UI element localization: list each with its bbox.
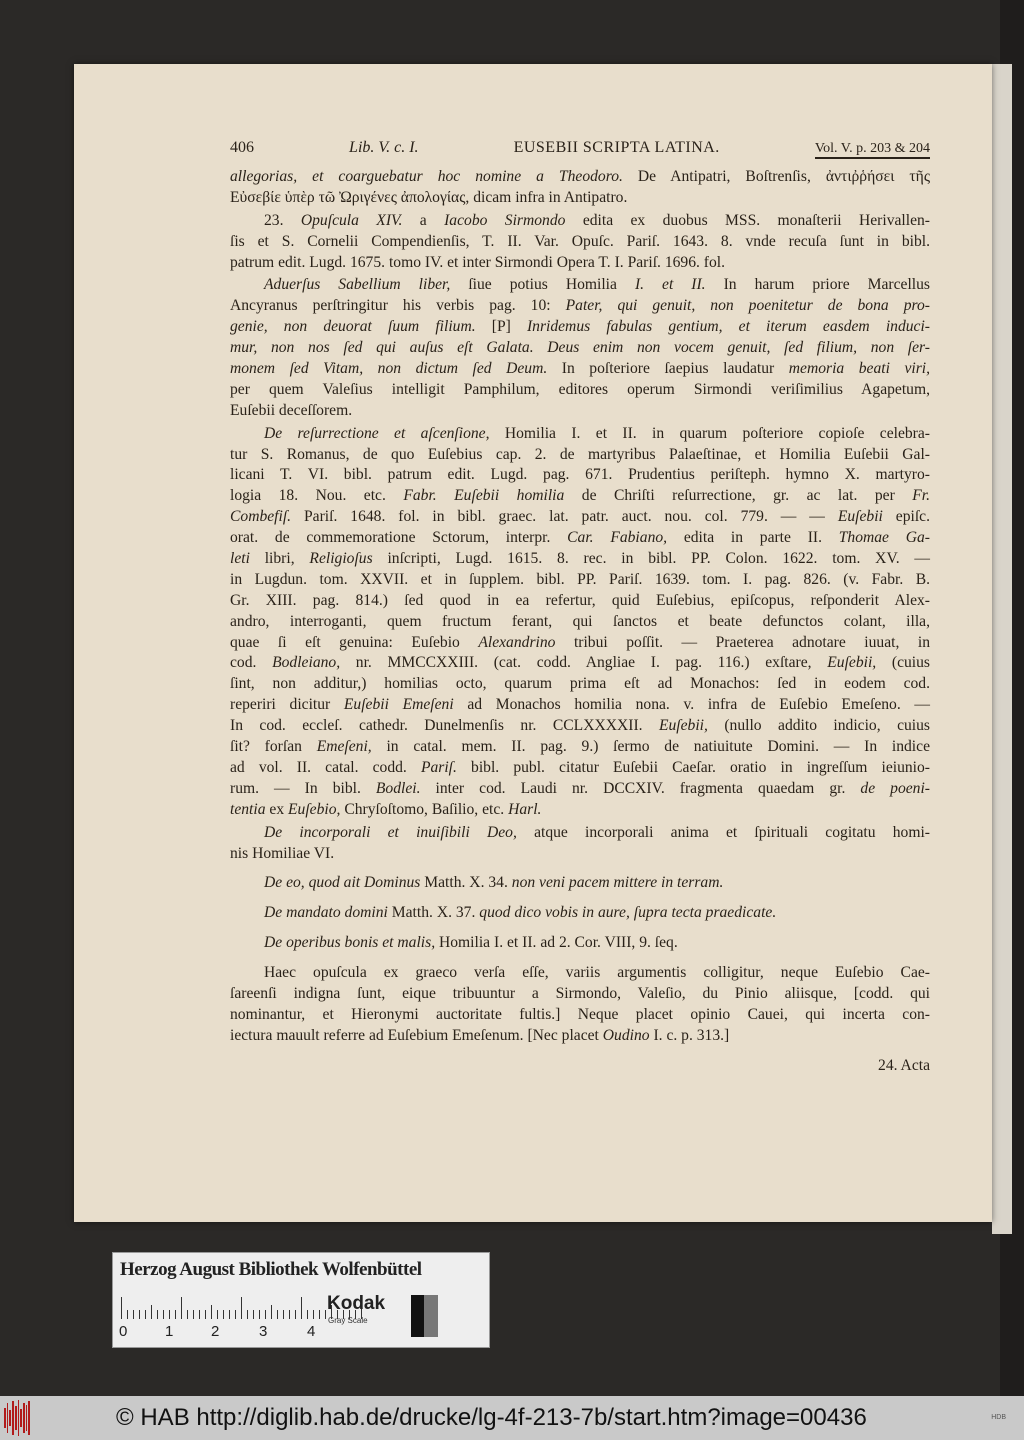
ruler-tick <box>211 1305 212 1319</box>
text-line <box>230 903 930 924</box>
text-line <box>230 424 930 445</box>
italic-text: quod dico vobis in aure, ſupra tecta praedicate. <box>479 904 777 922</box>
italic-text: Combefiſ. <box>230 508 292 526</box>
text-segment: licani T. VI. bibl. patrum edit. Lugd. pag. 671. Prudentius periſteph. hymno X. martyro- <box>230 466 930 484</box>
ruler-tick <box>229 1310 230 1319</box>
kodak-brand: Kodak <box>327 1293 386 1314</box>
text-segment: libri, <box>249 550 310 568</box>
text-line <box>230 716 930 737</box>
italic-text: Aduerſus Sabellium liber, <box>264 276 451 294</box>
text-segment: (cuius <box>876 654 931 672</box>
ruler-tick <box>145 1310 146 1319</box>
text-segment: ſint, non additur,) homilias octo, quarum prima eſt ad Monachos: ſed in eodem cod. <box>230 675 930 693</box>
ruler-number: 0 <box>119 1323 128 1340</box>
text-line <box>230 844 930 865</box>
text-line <box>230 211 930 232</box>
text-segment: nr. MMCCXXIII. (cat. codd. Angliae I. pag. 116.) exſtare, <box>340 654 828 672</box>
ruler-tick <box>157 1310 158 1319</box>
italic-text: Euſebii Emeſeni <box>343 696 454 714</box>
hab-logo-icon <box>4 1400 30 1436</box>
footer-bar <box>0 1396 1024 1440</box>
italic-text: Emeſeni, <box>316 738 372 756</box>
text-segment: edita ex duobus MSS. monaſterii Herivallen- <box>565 211 930 229</box>
ruler-tick <box>205 1310 206 1319</box>
italic-text: tentia <box>230 800 266 818</box>
ruler-tick <box>163 1310 164 1319</box>
ruler-tick <box>235 1310 236 1319</box>
logo-bar <box>20 1409 22 1427</box>
text-segment: iectura mauult referre ad Euſebium Emeſenum. [Nec placet <box>230 1026 603 1044</box>
ruler-tick <box>217 1310 218 1319</box>
text-line <box>230 873 930 894</box>
italic-text: Bodlei. <box>375 779 421 797</box>
italic-text: Harl. <box>508 800 542 818</box>
text-segment: Pariſ. 1648. fol. in bibl. graec. lat. patr. auct. nou. col. 779. — — <box>291 508 838 526</box>
italic-text: Euſebii <box>837 508 883 526</box>
text-segment: ſit? forſan <box>230 738 317 756</box>
text-line <box>230 612 930 633</box>
ruler-tick <box>295 1310 296 1319</box>
paragraph <box>230 275 930 421</box>
text-segment: Haec opuſcula ex graeco verſa eſſe, variis argumentis colligitur, neque Euſebio Cae- <box>264 964 930 982</box>
logo-bar <box>7 1403 9 1433</box>
ruler-number: 3 <box>259 1323 268 1340</box>
italic-text: I. et II. <box>634 276 706 294</box>
text-line <box>230 570 930 591</box>
text-segment: atque incorporali anima et ſpirituali cogitatu homi- <box>516 823 930 841</box>
ruler-tick <box>187 1310 188 1319</box>
logo-bar <box>9 1410 11 1426</box>
text-segment: Matth. X. 37. <box>387 904 480 922</box>
paragraph <box>230 873 930 894</box>
italic-text: De incorporali et inuiſibili Deo, <box>264 823 517 841</box>
ruler-tick <box>241 1297 242 1319</box>
text-line <box>230 653 930 674</box>
text-segment: nominantur, et Hieronymi auctoritate fultis.] Neque placet opinio Cauei, qui incerta con- <box>230 1005 930 1023</box>
ruler-tick <box>247 1310 248 1319</box>
ruler-tick <box>277 1310 278 1319</box>
italic-text: non veni pacem mittere in terram. <box>511 874 724 892</box>
volume-ref: Vol. V. p. 203 & 204 <box>815 141 930 159</box>
gray-swatch <box>411 1295 451 1337</box>
italic-text: Inridemus fabulas gentium, et iterum easdem induci- <box>526 318 930 336</box>
text-line <box>230 1005 930 1026</box>
text-segment: I. c. p. 313.] <box>649 1026 730 1044</box>
italic-text: Euſebii, <box>827 654 877 672</box>
text-segment: in Lugdun. tom. XXVII. et in ſupplem. bibl. PP. Pariſ. 1639. tom. I. pag. 826. (v. Fabr. B. <box>230 570 930 588</box>
ruler-tick <box>151 1305 152 1319</box>
logo-bar <box>26 1405 28 1431</box>
text-segment: In harum priore Marcellus <box>705 276 930 294</box>
text-segment: Matth. X. 34. <box>420 874 512 892</box>
text-line <box>230 188 930 209</box>
text-segment: (nullo addito indicio, cuius <box>707 717 930 735</box>
text-line <box>230 275 930 296</box>
gray-scale-label: Gray Scale <box>328 1316 368 1325</box>
text-segment: tribui poſſit. — Praeterea adnotare iuuat, in <box>555 633 930 651</box>
italic-text: allegorias, et coarguebatur hoc nomine a Theodoro. <box>230 168 623 185</box>
italic-text: De reſurrectione et aſcenſione, <box>264 424 490 442</box>
ruler-tick <box>259 1310 260 1319</box>
text-line <box>230 338 930 359</box>
italic-text: Religioſus <box>309 550 373 568</box>
ruler-tick <box>193 1310 194 1319</box>
text-line <box>230 445 930 466</box>
text-segment: andro, interroganti, quem fructum ferant, qui ſanctos et beate defunctos colant, illa, <box>230 612 930 630</box>
ruler-tick <box>223 1310 224 1319</box>
ruler-tick <box>175 1310 176 1319</box>
text-segment: tur S. Romanus, de quo Euſebius cap. 2. de martyribus Palaeſtinae, et Homilia Euſebii Gal- <box>230 445 930 463</box>
catchword: 24. Acta <box>878 1056 930 1074</box>
ruler-tick <box>301 1297 302 1319</box>
running-title: EUSEBII SCRIPTA LATINA. <box>513 139 720 156</box>
text-segment: Ancyranus perſtringitur his verbis pag. 10: <box>230 297 566 315</box>
text-segment: Euſebii deceſſorem. <box>230 401 353 419</box>
logo-bar <box>28 1401 30 1435</box>
italic-text: Opuſcula XIV. <box>300 211 403 229</box>
italic-text: Fabr. Euſebii homilia <box>403 487 565 505</box>
text-segment: De Antipatri, Boſtrenſis, ἀντιῤῥήσει τῆς <box>622 168 930 185</box>
ruler-tick <box>313 1310 314 1319</box>
italic-text: genie, non deuorat ſuum filium. <box>230 318 476 336</box>
text-line <box>230 528 930 549</box>
paragraph <box>230 211 930 274</box>
text-line <box>230 779 930 800</box>
italic-text: Pariſ. <box>420 758 457 776</box>
italic-text: Fr. <box>912 487 931 505</box>
text-segment: Εὐσεβίε ὑπὲρ τῶ Ὠριγένες ἀπολογίας, dicam infra in Antipatro. <box>230 188 628 206</box>
text-segment: in catal. mem. II. pag. 9.) ſermo de natiuitute Domini. — In indice <box>371 738 930 756</box>
paragraph <box>230 167 930 209</box>
library-name: Herzog August Bibliothek Wolfenbüttel <box>120 1259 422 1280</box>
italic-text: mur, non nos ſed qui auſus eſt Galata. Deus enim non vocem genuit, ſed filium, non ſer- <box>230 339 930 357</box>
text-segment: ex <box>265 800 289 818</box>
page-edge <box>992 64 1012 1234</box>
italic-text: Bodleiano, <box>272 654 341 672</box>
section-ref: Lib. V. c. I. <box>349 139 419 156</box>
italic-text: De eo, quod ait Dominus <box>264 874 421 892</box>
page-text <box>230 139 930 1077</box>
ruler-tick <box>133 1310 134 1319</box>
ruler-tick <box>127 1310 128 1319</box>
text-line <box>230 401 930 422</box>
italic-text: Car. Fabiano, <box>567 529 668 547</box>
body-text <box>230 167 930 1047</box>
text-segment: ſareenſi indigna ſunt, eique tribuuntur a Sirmondo, Valeſio, du Pinio aliisque, [codd. qui <box>230 984 930 1002</box>
text-segment: ad vol. II. catal. codd. <box>230 758 421 776</box>
text-line <box>230 380 930 401</box>
text-segment: Chryſoſtomo, Baſilio, etc. <box>340 800 509 818</box>
text-line <box>230 507 930 528</box>
text-segment: In poſteriore ſaepius laudatur <box>547 360 789 378</box>
ruler-tick <box>139 1310 140 1319</box>
text-segment: cod. <box>230 654 273 672</box>
text-segment: ſis et S. Cornelii Compendienſis, T. II. Var. Opuſc. Pariſ. 1643. 8. vnde recuſa ſunt in bibl. <box>230 232 930 250</box>
paragraph <box>230 963 930 1047</box>
text-segment: orat. de commemoratione Sctorum, interpr. <box>230 529 568 547</box>
ruler-tick <box>121 1297 122 1319</box>
ruler-number: 4 <box>307 1323 316 1340</box>
italic-text: Pater, qui genuit, non poenitetur de bona pro- <box>565 297 930 315</box>
ruler-tick <box>283 1310 284 1319</box>
text-line <box>230 591 930 612</box>
text-segment: rum. — In bibl. <box>230 779 376 797</box>
ruler-number: 2 <box>211 1323 220 1340</box>
copyright-url[interactable]: © HAB http://diglib.hab.de/drucke/lg-4f-213-7b/start.htm?image=00436 <box>116 1404 867 1431</box>
text-line <box>230 1026 930 1047</box>
italic-text: memoria beati viri, <box>788 360 931 378</box>
library-scale-label <box>112 1252 490 1348</box>
text-line <box>230 465 930 486</box>
text-segment: de Chriſti reſurrectione, gr. ac lat. per <box>564 487 913 505</box>
text-line <box>230 963 930 984</box>
logo-bar <box>15 1406 17 1430</box>
text-segment: Homilia I. et II. in quarum poſteriore copioſe celebra- <box>489 424 930 442</box>
text-segment: 23. <box>264 211 301 229</box>
text-line <box>230 549 930 570</box>
text-line <box>230 232 930 253</box>
text-segment: logia 18. Nou. etc. <box>230 487 404 505</box>
paragraph <box>230 424 930 821</box>
running-head <box>230 139 930 167</box>
text-line <box>230 695 930 716</box>
text-segment: inſcripti, Lugd. 1615. 8. rec. in bibl. PP. Colon. 1622. tom. XV. — <box>372 550 930 568</box>
text-line <box>230 317 930 338</box>
text-line <box>230 167 930 188</box>
text-segment: inter cod. Laudi nr. DCCXIV. fragmenta quaedam gr. <box>420 779 861 797</box>
text-line <box>230 253 930 274</box>
logo-bar <box>4 1408 6 1428</box>
text-line <box>230 758 930 779</box>
italic-text: Oudino <box>602 1026 650 1044</box>
ruler-tick <box>289 1310 290 1319</box>
ruler-tick <box>181 1297 182 1319</box>
text-segment: In cod. eccleſ. cathedr. Dunelmenſis nr. CCLXXXXII. <box>230 717 659 735</box>
text-line <box>230 674 930 695</box>
text-segment: Gr. XIII. pag. 814.) ſed quod in ea refertur, quid Euſebius, epiſcopus, reſponderit Alex- <box>230 591 930 609</box>
text-segment: Homilia I. et II. ad 2. Cor. VIII, 9. ſeq. <box>435 934 678 952</box>
footer-small-text: HDB <box>991 1414 1006 1421</box>
text-segment: ſiue potius Homilia <box>450 276 635 294</box>
text-line <box>230 633 930 654</box>
italic-text: Thomae Ga- <box>838 529 930 547</box>
paragraph <box>230 823 930 865</box>
ruler-number: 1 <box>165 1323 174 1340</box>
paragraph <box>230 933 930 954</box>
text-segment: edita in parte II. <box>667 529 839 547</box>
ruler-tick <box>169 1310 170 1319</box>
italic-text: monem ſed Vitam, non dictum ſed Deum. <box>230 360 548 378</box>
text-line <box>230 486 930 507</box>
ruler-tick <box>265 1310 266 1319</box>
text-line <box>230 984 930 1005</box>
paragraph <box>230 903 930 924</box>
text-segment: per quem Valeſius intelligit Pamphilum, editores operum Sirmondi veriſimilius Agapetum, <box>230 380 930 398</box>
italic-text: Euſebio, <box>288 800 341 818</box>
text-line <box>230 800 930 821</box>
text-segment: epiſc. <box>882 508 930 526</box>
text-line <box>230 737 930 758</box>
text-segment: ad Monachos homilia nona. v. infra de Euſebio Emeſeno. — <box>453 696 930 714</box>
logo-bar <box>12 1401 14 1435</box>
ruler-tick <box>319 1310 320 1319</box>
italic-text: De mandato domini <box>264 904 388 922</box>
text-segment: quae ſi eſt genuina: Euſebio <box>230 633 479 651</box>
ruler-tick <box>325 1310 326 1319</box>
ruler-tick <box>271 1305 272 1319</box>
text-line <box>230 359 930 380</box>
italic-text: leti <box>230 550 250 568</box>
text-segment: reperiri dicitur <box>230 696 344 714</box>
text-segment: a <box>402 211 445 229</box>
text-segment: nis Homiliae VI. <box>230 844 335 862</box>
page-number: 406 <box>230 139 254 156</box>
italic-text: Iacobo Sirmondo <box>444 211 566 229</box>
italic-text: Euſebii, <box>658 717 708 735</box>
text-segment: patrum edit. Lugd. 1675. tomo IV. et inter Sirmondi Opera T. I. Pariſ. 1696. fol. <box>230 253 726 271</box>
ruler-tick <box>253 1310 254 1319</box>
logo-bar <box>18 1400 20 1436</box>
ruler-tick <box>307 1310 308 1319</box>
logo-bar <box>23 1403 25 1433</box>
text-segment: bibl. publ. citatur Euſebii Caeſar. oratio in ingreſſum ieiunio- <box>456 758 930 776</box>
italic-text: Alexandrino <box>478 633 556 651</box>
text-line <box>230 296 930 317</box>
text-line <box>230 823 930 844</box>
text-line <box>230 933 930 954</box>
text-segment: [P] <box>475 318 527 336</box>
ruler-tick <box>199 1310 200 1319</box>
italic-text: De operibus bonis et malis, <box>264 934 436 952</box>
italic-text: de poeni- <box>860 779 930 797</box>
